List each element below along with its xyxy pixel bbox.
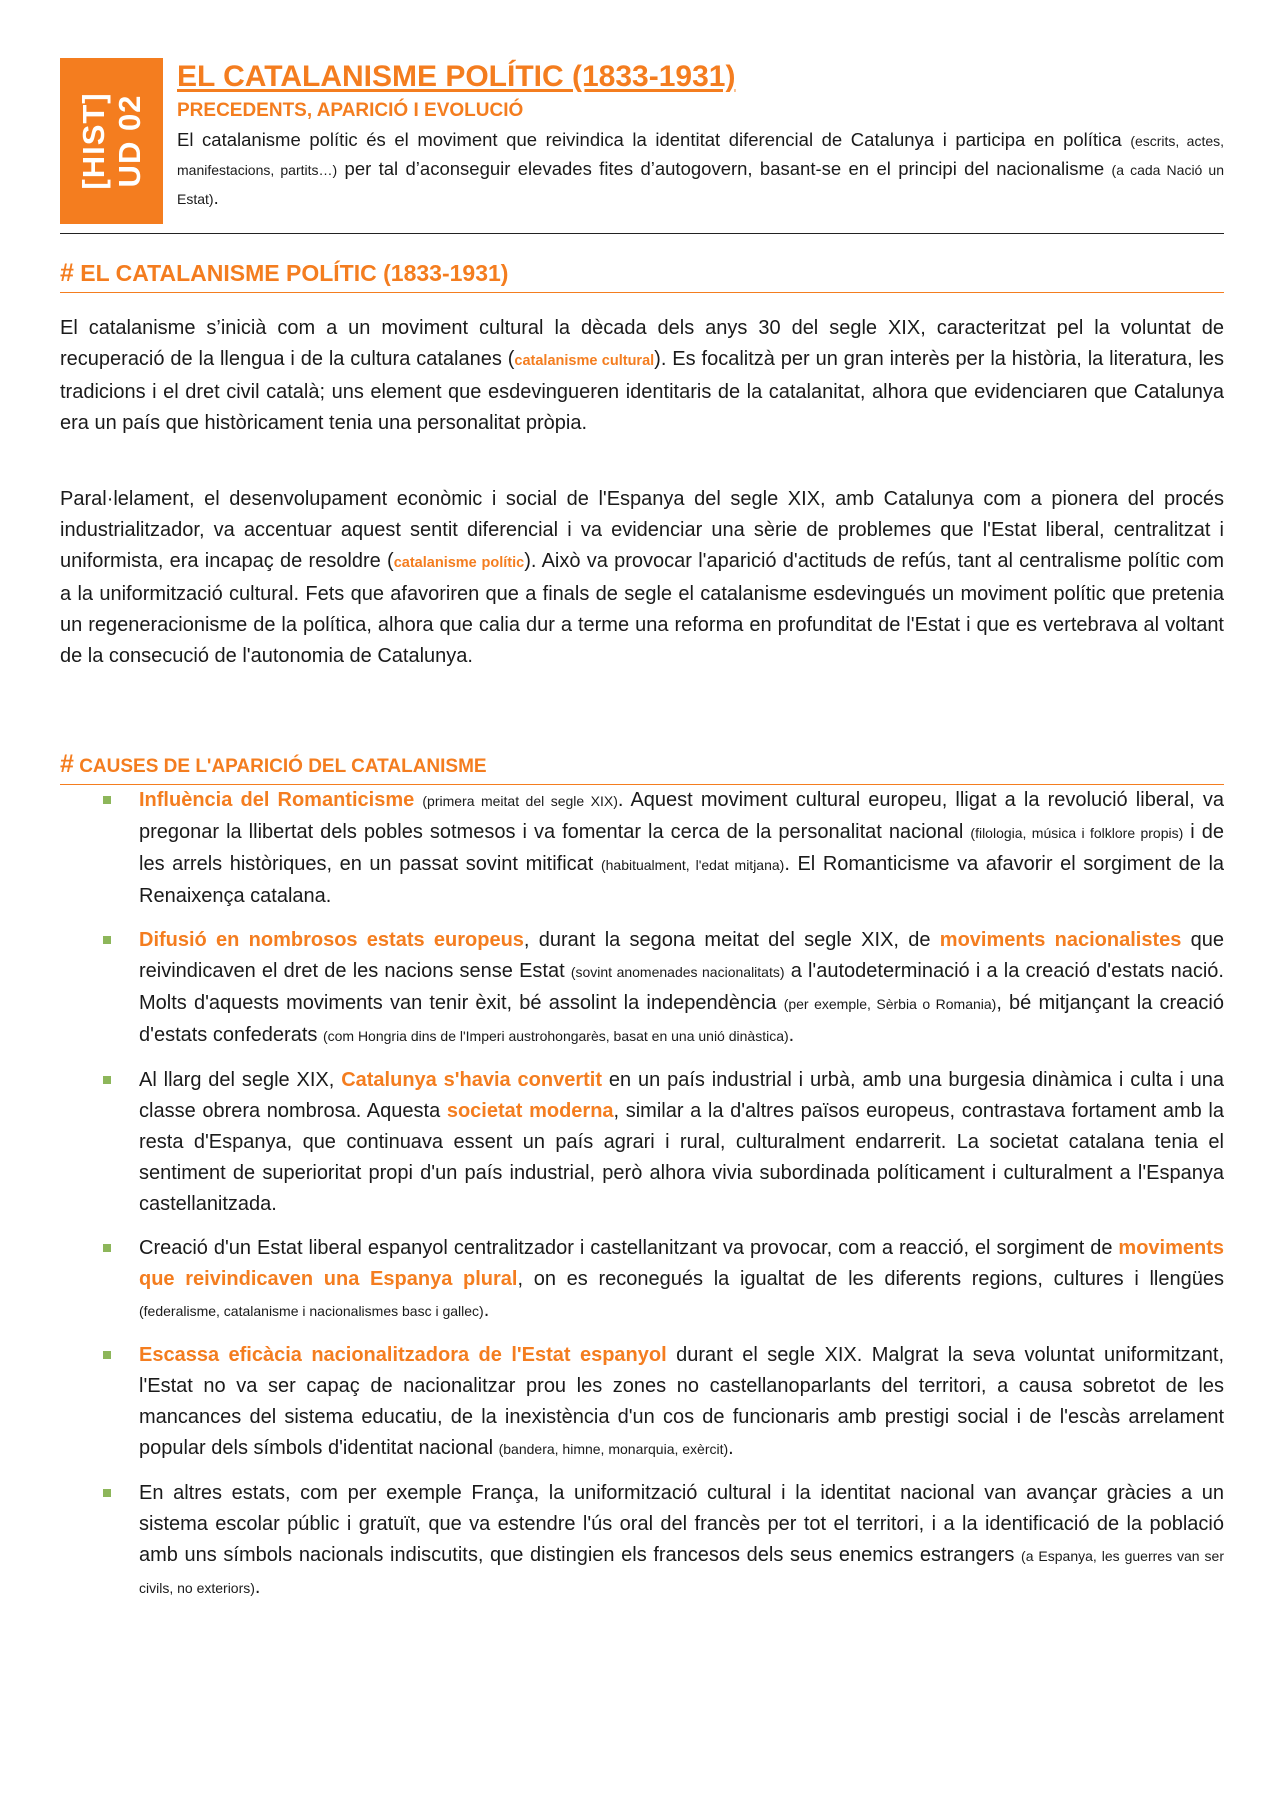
- list-item: Influència del Romanticisme (primera meitat del segle XIX). Aquest moviment cultural europeu, lligat a la revolució liberal, va pregonar la llibertat dels pobles sotmesos i va fomentar la cerca de la personalitat nacional (filologia, música i folklore propis) i de les arrels històriques, en un passat sovint mitificat (habitualment, l'edat mitjana). El Romanticisme va afavorir el sorgiment de la Renaixença catalana.: [60, 785, 1224, 912]
- document-header: [60, 58, 1224, 232]
- highlight-term: catalanisme polític: [393, 555, 525, 571]
- hash-marker: #: [60, 259, 74, 287]
- list-item: Escassa eficàcia nacionalitzadora de l'Estat espanyol durant el segle XIX. Malgrat la seva voluntat uniformitzant, l'Estat no va ser capaç de nacionalitzar prou les zones no castellanoparlants del territori, a causa sobretot de les mancances del sistema educatiu, de la inexistència d'un cos de funcionaris amb prestigi social i de l'escàs arrelament popular dels símbols d'identitat nacional (bandera, himne, monarquia, exèrcit).: [60, 1340, 1224, 1465]
- square-bullet-icon: [103, 936, 111, 944]
- document-subtitle: PRECEDENTS, APARICIÓ I EVOLUCIÓ: [177, 100, 524, 121]
- unit-label: UD 02: [111, 94, 147, 188]
- paragraph-political: Paral·lelament, el desenvolupament econòmic i social de l'Espanya del segle XIX, amb Catalunya com a pionera del procés industrialitzador, va accentuar aquest sentit diferencial i va evidenciar una sèrie de problemes que l'Estat liberal, centralitzat i uniformista, era incapaç de resoldre (catalanisme polític). Això va provocar l'aparició d'actituds de refús, tant al centralisme polític com a la uniformització cultural. Fets que afavoriren que a finals de segle el catalanisme esdevingués un moviment polític que pretenia un regeneracionisme de la política, alhora que calia dur a terme una reforma en profunditat de l'Estat i que es vertebrava al voltant de la consecució de l'autonomia de Catalunya.: [60, 488, 1225, 667]
- square-bullet-icon: [103, 1244, 111, 1252]
- square-bullet-icon: [103, 1076, 111, 1084]
- highlight-term: catalanisme cultural: [514, 353, 655, 369]
- square-bullet-icon: [103, 796, 111, 804]
- list-item: Al llarg del segle XIX, Catalunya s'havia convertit en un país industrial i urbà, amb una burgesia dinàmica i culta i una classe obrera nombrosa. Aquesta societat moderna, similar a la d'altres països europeus, contrastava fortament amb la resta d'Espanya, que continuava essent un país agrari i rural, culturalment endarrerit. La societat catalana tenia el sentiment de superioritat propi d'un país industrial, però alhora vivia subordinada políticament i culturalment a l'Espanya castellanitzada.: [60, 1065, 1224, 1220]
- list-item: En altres estats, com per exemple França, la uniformització cultural i la identitat nacional van avançar gràcies a un sistema escolar públic i gratuït, que va estendre l'ús oral del francès per tot el territori, i a la identificació de la població amb uns símbols nacionals indiscutits, que distingien els francesos dels seus enemics estrangers (a Espanya, les guerres van ser civils, no exteriors).: [60, 1478, 1224, 1604]
- paragraph-cultural: El catalanisme s’inicià com a un moviment cultural la dècada dels anys 30 del segle XIX, caracteritzat pel la voluntat de recuperació de la llengua i de la cultura catalanes (catalanisme cultural). Es focalitzà per un gran interès per la història, la literatura, les tradicions i el dret civil català; uns element que esdevingueren identitaris de la catalanitat, alhora que evidenciaren que Catalunya era un país que històricament tenia una personalitat pròpia.: [60, 317, 1225, 434]
- section-title: CAUSES DE L'APARICIÓ DEL CATALANISME: [79, 756, 487, 777]
- unit-tag: [60, 58, 163, 224]
- section-title: EL CATALANISME POLÍTIC (1833-1931): [80, 260, 509, 286]
- section-heading-causes: [60, 751, 1224, 785]
- section-heading-catalanisme: [60, 258, 1224, 293]
- causes-list: [60, 785, 1224, 1617]
- header-divider: [60, 233, 1224, 234]
- square-bullet-icon: [103, 1489, 111, 1497]
- document-intro: El catalanisme polític és el moviment que reivindica la identitat diferencial de Catalunya i participa en política (escrits, actes, manifestacions, partits…) per tal d’aconseguir elevades fites d’autogovern, basant-se en el principi del nacionalisme (a cada Nació un Estat).: [177, 129, 1225, 208]
- subject-label: [HIST]: [75, 92, 111, 190]
- list-item: Creació d'un Estat liberal espanyol centralitzador i castellanitzant va provocar, com a reacció, el sorgiment de moviments que reivindicaven una Espanya plural, on es reconegués la igualtat de les diferents regions, cultures i llengües (federalisme, catalanisme i nacionalismes basc i gallec).: [60, 1233, 1224, 1327]
- hash-marker: #: [60, 750, 74, 778]
- document-title: EL CATALANISME POLÍTIC (1833-1931): [177, 60, 736, 93]
- square-bullet-icon: [103, 1351, 111, 1359]
- document-page: [60, 58, 1225, 1598]
- list-item: Difusió en nombrosos estats europeus, durant la segona meitat del segle XIX, de moviments nacionalistes que reivindicaven el dret de les nacions sense Estat (sovint anomenades nacionalitats) a l'autodeterminació i a la creació d'estats nació. Molts d'aquests moviments van tenir èxit, bé assolint la independència (per exemple, Sèrbia o Romania), bé mitjançant la creació d'estats confederats (com Hongria dins de l'Imperi austrohongarès, basat en una unió dinàstica).: [60, 925, 1224, 1052]
